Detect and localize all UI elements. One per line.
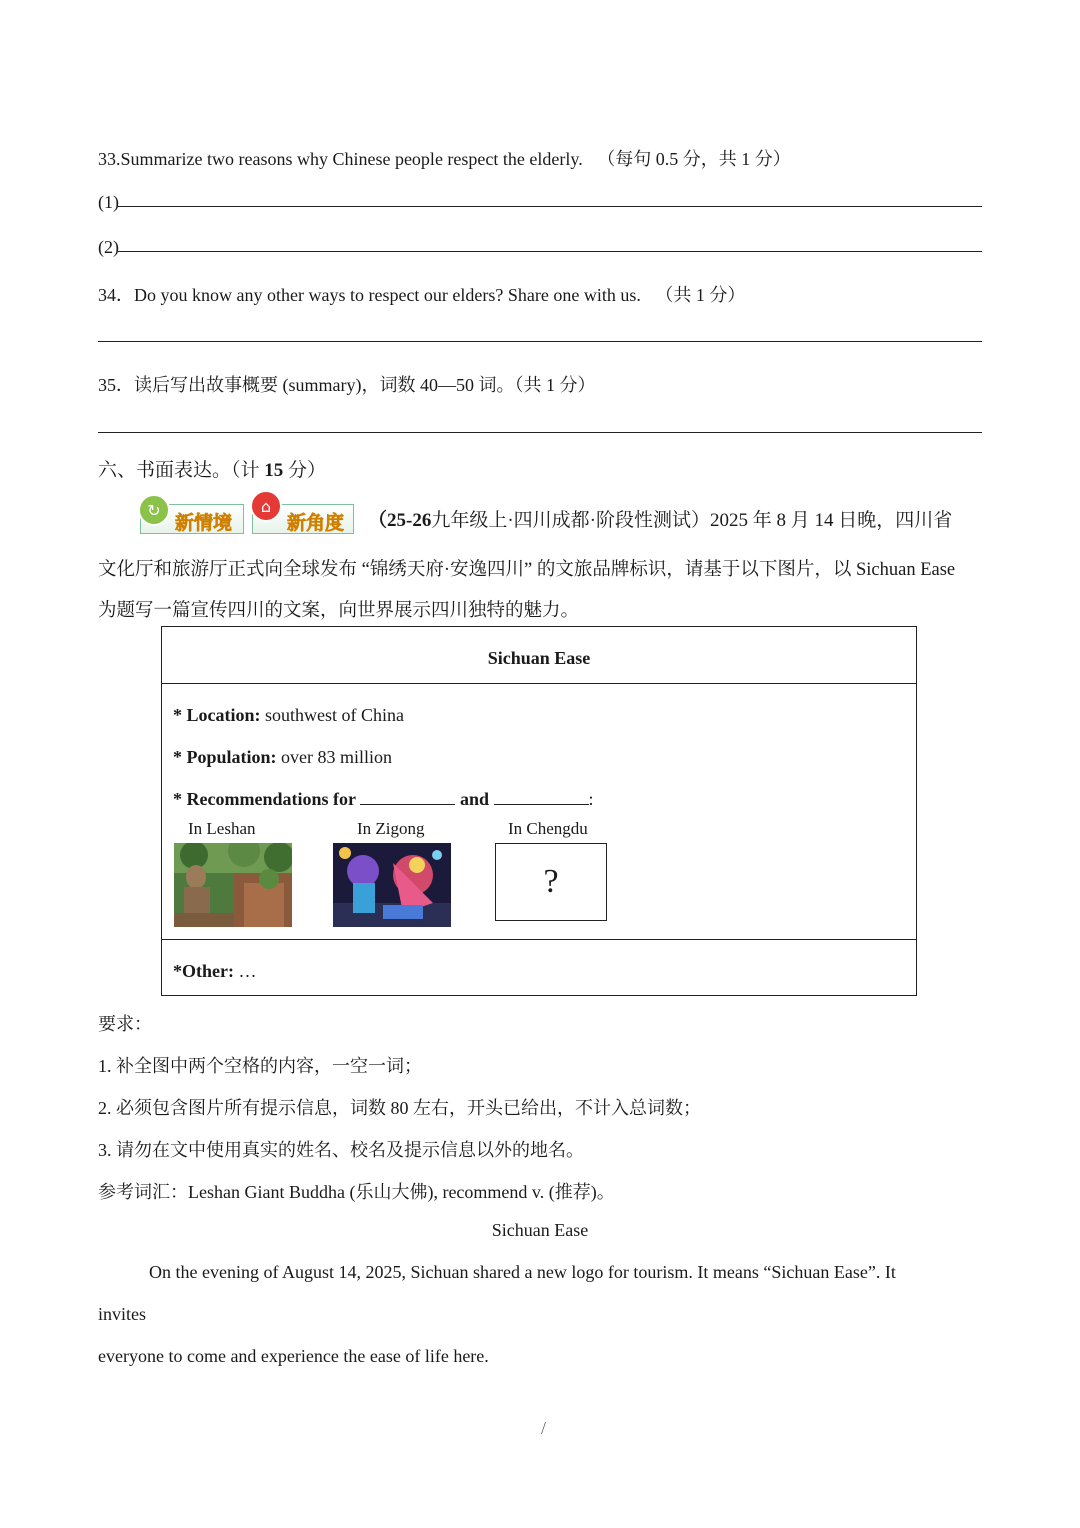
essay-line-3: everyone to come and experience the ease of life here. (98, 1346, 489, 1366)
info-table-title: Sichuan Ease (487, 648, 591, 668)
q33-score: （每句 0.5 分，共 1 分） (597, 149, 791, 169)
badge-new-context-icon: ↻ (138, 494, 170, 526)
recommend-blank-2[interactable] (494, 790, 589, 805)
badge-new-context-label: 新情境 (175, 512, 233, 534)
essay-title: Sichuan Ease (491, 1220, 589, 1240)
info-table-divider-top (162, 683, 916, 684)
info-table-divider-bottom (162, 939, 916, 940)
city-label-chengdu: In Chengdu (508, 819, 588, 838)
requirement-item-2: 2. 必须包含图片所有提示信息，词数 80 左右，开头已给出，不计入总词数； (98, 1098, 701, 1118)
section6-heading-points: 15 (264, 460, 284, 481)
q33-answer-line-2[interactable] (118, 251, 982, 252)
q34-score: （共 1 分） (655, 285, 746, 305)
q35-question: 35．读后写出故事概要 (summary)，词数 40—50 词。（共 1 分） (98, 375, 596, 395)
section6-intro-line3: 为题写一篇宣传四川的文案，向世界展示四川独特的魅力。 (98, 601, 580, 621)
q35-answer-line[interactable] (98, 432, 982, 433)
q33-line1-label: (1) (98, 192, 119, 212)
essay-line-2: invites (98, 1304, 146, 1324)
leshan-buddha-image (174, 843, 292, 927)
zigong-lantern-image (333, 843, 451, 927)
recommendations-row (173, 789, 594, 810)
recommend-colon: : (588, 789, 594, 809)
requirement-item-1: 1. 补全图中两个空格的内容，一空一词； (98, 1056, 422, 1076)
badge-new-angle-label: 新角度 (287, 512, 345, 534)
location-label: * Location: (173, 705, 261, 725)
badge-new-angle-icon: ⌂ (250, 490, 282, 522)
recommend-blank-1[interactable] (360, 790, 455, 805)
q33-question (98, 145, 791, 171)
section6-heading-suffix: 分） (283, 460, 327, 481)
section6-intro-line2: 文化厅和旅游厅正式向全球发布 “锦绣天府·安逸四川” 的文旅品牌标识，请基于以下图片，以 Sichuan Ease (98, 560, 956, 580)
population-label: * Population: (173, 747, 277, 767)
other-value: … (233, 961, 257, 981)
section6-heading (98, 455, 326, 482)
section6-intro-line1 (368, 505, 952, 532)
other-label: *Other: (173, 961, 234, 981)
recommend-label: * Recommendations for (173, 789, 356, 809)
q33-line2-label: (2) (98, 237, 119, 257)
info-table (161, 626, 917, 996)
q34-answer-line[interactable] (98, 341, 982, 342)
location-row (173, 705, 404, 726)
city-label-zigong: In Zigong (357, 819, 425, 838)
section6-source-bold: （25-26 (368, 510, 432, 531)
recommend-and: and (459, 789, 490, 809)
essay-line-1: On the evening of August 14, 2025, Sichuan shared a new logo for tourism. It means “Sichuan Ease”. It (149, 1262, 896, 1282)
city-label-leshan: In Leshan (188, 819, 256, 838)
q33-text: 33.Summarize two reasons why Chinese people respect the elderly. (98, 149, 583, 169)
other-row (173, 961, 256, 982)
requirements-title: 要求： (98, 1014, 152, 1034)
q33-answer-line-1[interactable] (118, 206, 982, 207)
section6-source-text: 九年级上·四川成都·阶段性测试）2025 年 8 月 14 日晚，四川省 (431, 510, 953, 531)
location-value: southwest of China (260, 705, 404, 725)
q34-text: 34．Do you know any other ways to respect our elders? Share one with us. (98, 285, 641, 305)
chengdu-question-mark: ? (543, 863, 559, 900)
requirement-item-3: 3. 请勿在文中使用真实的姓名、校名及提示信息以外的地名。 (98, 1140, 584, 1160)
page-mark: / (541, 1418, 547, 1438)
population-row (173, 747, 392, 768)
reference-vocabulary: 参考词汇：Leshan Giant Buddha (乐山大佛), recommend v. (推荐)。 (98, 1182, 615, 1202)
population-value: over 83 million (276, 747, 393, 767)
chengdu-question-box (495, 843, 607, 921)
section6-heading-prefix: 六、书面表达。（计 (98, 460, 265, 481)
q34-question (98, 281, 745, 307)
